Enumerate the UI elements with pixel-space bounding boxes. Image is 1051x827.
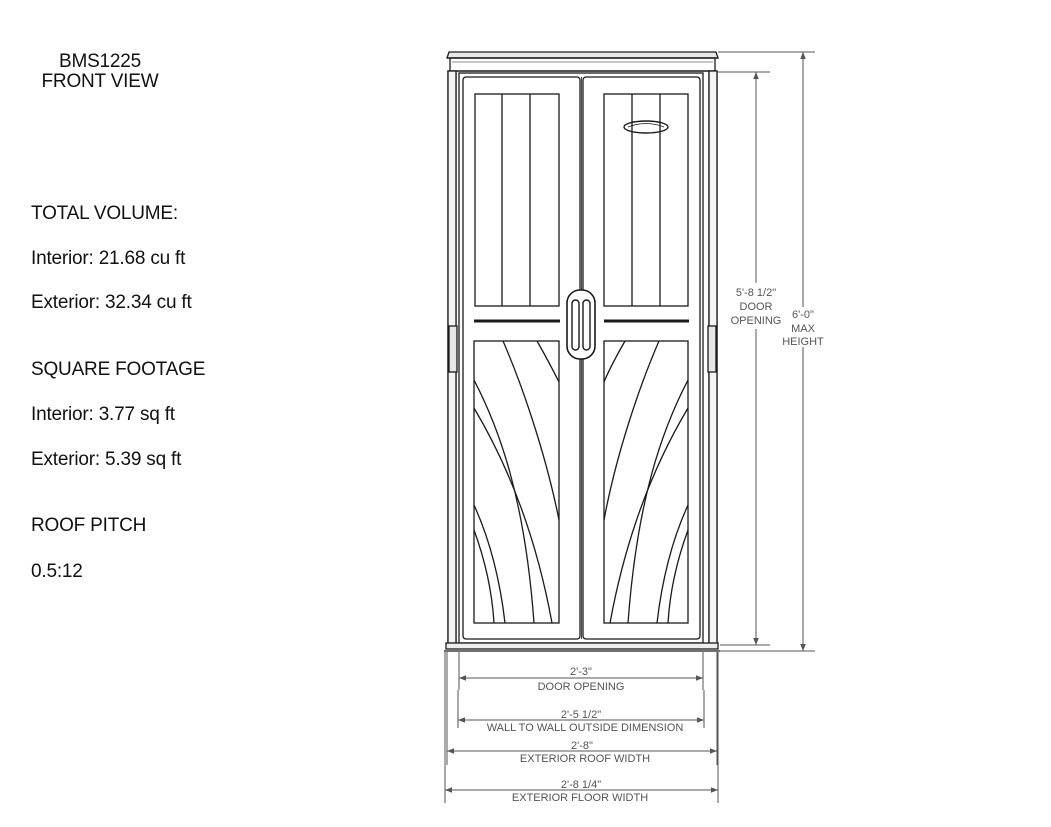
- wall-width-label: WALL TO WALL OUTSIDE DIMENSION: [486, 722, 684, 734]
- roof-pitch-heading: ROOF PITCH: [31, 515, 147, 536]
- door-height-value: 5'-8 1/2": [735, 287, 777, 299]
- max-height-value: 6'-0": [792, 309, 814, 321]
- right-upper-panel: [604, 94, 688, 306]
- dimension-lines: [445, 52, 815, 803]
- interior-volume: Interior: 21.68 cu ft: [31, 248, 186, 269]
- roof-fascia: [450, 58, 715, 71]
- floor-base: [446, 643, 718, 649]
- total-volume-heading: TOTAL VOLUME:: [31, 203, 178, 224]
- max-height-label-2: HEIGHT: [782, 336, 824, 348]
- door-height-label-1: DOOR: [739, 301, 773, 313]
- door-height-label-2: OPENING: [730, 315, 782, 327]
- roof-width-label: EXTERIOR ROOF WIDTH: [519, 753, 651, 765]
- hinge-right: [708, 326, 716, 372]
- hinge-left: [449, 326, 457, 372]
- square-footage-heading: SQUARE FOOTAGE: [31, 359, 206, 380]
- right-lower-panel: [604, 341, 688, 623]
- exterior-volume: Exterior: 32.34 cu ft: [31, 292, 192, 313]
- floor-width-label: EXTERIOR FLOOR WIDTH: [511, 792, 649, 804]
- floor-width-value: 2'-8 1/4": [560, 779, 602, 791]
- door-width-value: 2'-3": [570, 666, 592, 678]
- roof-width-value: 2'-8": [571, 740, 593, 752]
- left-door: [463, 77, 580, 639]
- left-upper-panel: [475, 94, 559, 306]
- interior-area: Interior: 3.77 sq ft: [31, 404, 175, 425]
- model-number: BMS1225: [58, 51, 142, 72]
- door-handle: [567, 290, 595, 359]
- view-name: FRONT VIEW: [41, 71, 159, 92]
- roof-pitch-value: 0.5:12: [31, 561, 83, 582]
- exterior-area: Exterior: 5.39 sq ft: [31, 449, 182, 470]
- left-lower-panel: [474, 341, 559, 623]
- door-width-label: DOOR OPENING: [537, 681, 625, 693]
- shed-body: [444, 52, 720, 651]
- wall-width-value: 2'-5 1/2": [560, 709, 602, 721]
- roof: [447, 52, 718, 58]
- max-height-label-1: MAX: [791, 323, 815, 335]
- brand-logo: [624, 121, 668, 133]
- right-door: [583, 77, 700, 639]
